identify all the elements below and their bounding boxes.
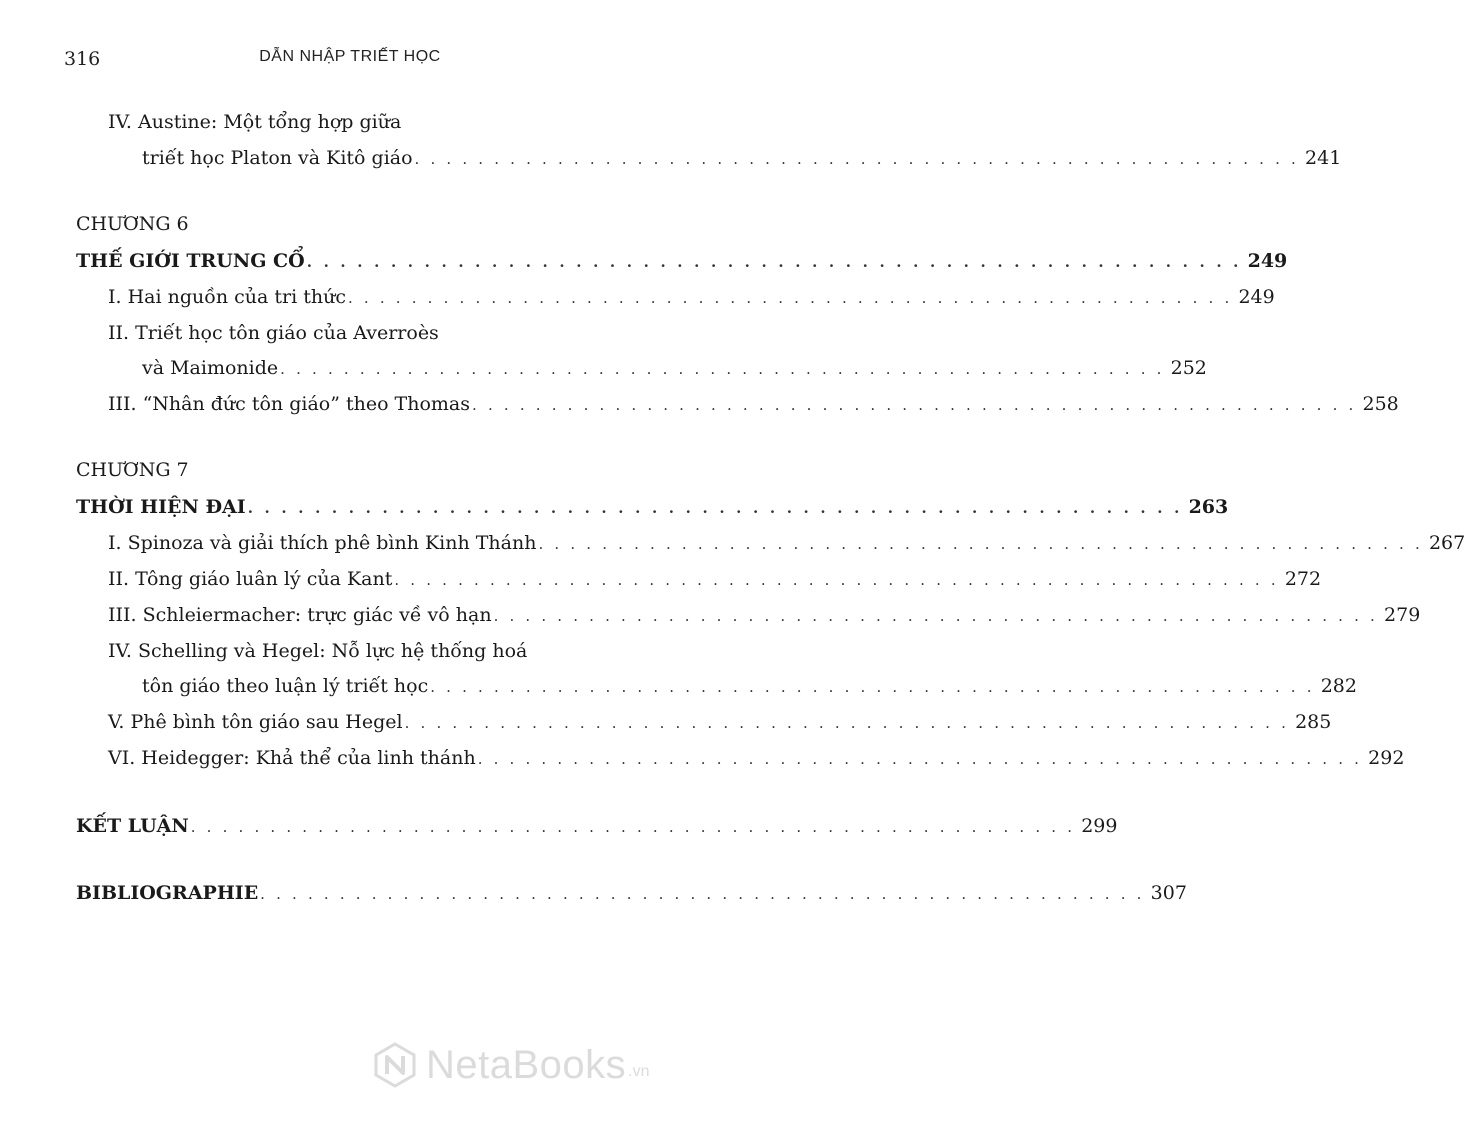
leader-dots: . . . . . . . . . . . . . . . . . . . . . . . . . . . . . . . . . . . . . . . . . . . . . . . . . . . . . . . . bbox=[430, 678, 1315, 696]
toc-entry-title: VI. Heidegger: Khả thể của linh thánh bbox=[108, 747, 476, 769]
toc-entry-ch6-ii bbox=[76, 354, 1207, 383]
toc-entry-ch7-ii bbox=[76, 565, 1322, 594]
leader-dots: . . . . . . . . . . . . . . . . . . . . . . . . . . . . . . . . . . . . . . . . . . . . . . . . . . . . . . . . bbox=[260, 885, 1145, 903]
toc-entry-bibliography bbox=[76, 879, 1187, 908]
leader-dots: . . . . . . . . . . . . . . . . . . . . . . . . . . . . . . . . . . . . . . . . . . . . . . . . . . . . . . . . bbox=[414, 150, 1300, 168]
leader-dots: . . . . . . . . . . . . . . . . . . . . . . . . . . . . . . . . . . . . . . . . . . . . . . . . . . . . . . . . bbox=[493, 607, 1379, 625]
toc-entry-ch7-iv bbox=[76, 672, 1357, 701]
toc-entry-title: V. Phê bình tôn giáo sau Hegel bbox=[108, 711, 403, 733]
chapter-6-title-entry bbox=[76, 247, 1288, 276]
toc-entry-ch7-v bbox=[76, 708, 1332, 737]
leader-dots: . . . . . . . . . . . . . . . . . . . . . . . . . . . . . . . . . . . . . . . . . . . . . . . . . . . . . . . . bbox=[477, 750, 1363, 768]
toc-page-number: 272 bbox=[1284, 568, 1322, 590]
chapter-title: THẾ GIỚI TRUNG CỔ bbox=[76, 250, 305, 272]
leader-dots: . . . . . . . . . . . . . . . . . . . . . . . . . . . . . . . . . . . . . . . . . . . . . . . . . . . . . . . . bbox=[538, 535, 1423, 553]
toc-entry-title: I. Spinoza và giải thích phê bình Kinh Thánh bbox=[108, 532, 537, 554]
chapter-7-title-entry bbox=[76, 493, 1229, 522]
toc-entry-ch7-iii bbox=[76, 601, 1421, 630]
toc-page-number: 292 bbox=[1368, 747, 1405, 769]
toc-entry-ch7-iv-line1 bbox=[76, 637, 638, 665]
running-head: DẪN NHẬP TRIẾT HỌC bbox=[259, 48, 441, 65]
netabooks-watermark bbox=[372, 1042, 650, 1088]
toc-entry-title: IV. Schelling và Hegel: Nỗ lực hệ thống hoá bbox=[108, 640, 528, 662]
toc-entry-ch6-iii bbox=[76, 390, 1399, 419]
leader-dots: . . . . . . . . . . . . . . . . . . . . . . . . . . . . . . . . . . . . . . . . . . . . . . . . . . . . . . . . bbox=[472, 396, 1357, 414]
toc-page-number: 258 bbox=[1362, 393, 1399, 415]
chapter-6-label: CHƯƠNG 6 bbox=[76, 213, 189, 235]
toc-entry-title: II. Triết học tôn giáo của Averroès bbox=[108, 322, 439, 344]
toc-page-number: 263 bbox=[1188, 496, 1229, 518]
chapter-title: THỜI HIỆN ĐẠI bbox=[76, 496, 246, 518]
toc-entry-austine-line1 bbox=[76, 108, 638, 136]
chapter-7-label: CHƯƠNG 7 bbox=[76, 459, 189, 481]
toc-entry-title: tôn giáo theo luận lý triết học bbox=[142, 675, 429, 697]
toc-page-number: 279 bbox=[1384, 604, 1421, 626]
toc-page-number: 249 bbox=[1238, 286, 1275, 308]
toc-page-number: 241 bbox=[1305, 147, 1342, 169]
toc-page-number: 307 bbox=[1150, 882, 1187, 904]
toc-entry-ch7-i bbox=[76, 529, 1465, 558]
toc-entry-title: I. Hai nguồn của tri thức bbox=[108, 286, 346, 308]
toc-page-number: 282 bbox=[1320, 675, 1357, 697]
page-number: 316 bbox=[64, 48, 101, 70]
leader-dots: . . . . . . . . . . . . . . . . . . . . . . . . . . . . . . . . . . . . . . . . . . . . . . . . . . . . . . . . bbox=[280, 360, 1165, 378]
toc-entry-ch6-i bbox=[76, 283, 1275, 312]
toc-page-number: 249 bbox=[1247, 250, 1288, 272]
toc-page-number: 299 bbox=[1081, 815, 1118, 837]
toc-entry-title: IV. Austine: Một tổng hợp giữa bbox=[108, 111, 402, 133]
leader-dots: . . . . . . . . . . . . . . . . . . . . . . . . . . . . . . . . . . . . . . . . . . . . . . . . . . . . . . . . bbox=[394, 571, 1279, 589]
watermark-tld: .vn bbox=[628, 1063, 650, 1080]
toc-entry-ch7-vi bbox=[76, 744, 1405, 773]
toc-page-number: 252 bbox=[1170, 357, 1207, 379]
n-logo-icon bbox=[372, 1042, 418, 1088]
toc-entry-conclusion bbox=[76, 812, 1118, 841]
toc-page-number: 267 bbox=[1428, 532, 1465, 554]
leader-dots: . . . . . . . . . . . . . . . . . . . . . . . . . . . . . . . . . . . . . . . . . . . . . . . . . . . . . . . . bbox=[347, 289, 1233, 307]
section-title: BIBLIOGRAPHIE bbox=[76, 882, 259, 904]
leader-dots: . . . . . . . . . . . . . . . . . . . . . . . . . . . . . . . . . . . . . . . . . . . . . . . . . . . . . . . . bbox=[404, 714, 1290, 732]
toc-entry-ch6-ii-line1 bbox=[76, 319, 638, 347]
toc-entry-title: triết học Platon và Kitô giáo bbox=[142, 147, 413, 169]
toc-entry-austine bbox=[76, 144, 1342, 173]
leader-dots: . . . . . . . . . . . . . . . . . . . . . . . . . . . . . . . . . . . . . . . . . . . . . . . . . . . . . . . . bbox=[247, 499, 1183, 517]
section-title: KẾT LUẬN bbox=[76, 815, 189, 837]
watermark-brand: NetaBooks bbox=[426, 1042, 627, 1087]
toc-page-number: 285 bbox=[1295, 711, 1332, 733]
toc-entry-title: và Maimonide bbox=[142, 357, 279, 379]
leader-dots: . . . . . . . . . . . . . . . . . . . . . . . . . . . . . . . . . . . . . . . . . . . . . . . . . . . . . . . . bbox=[306, 253, 1242, 271]
toc-entry-title: III. “Nhân đức tôn giáo” theo Thomas bbox=[108, 393, 471, 415]
toc-entry-title: III. Schleiermacher: trực giác về vô hạn bbox=[108, 604, 492, 626]
leader-dots: . . . . . . . . . . . . . . . . . . . . . . . . . . . . . . . . . . . . . . . . . . . . . . . . . . . . . . . . bbox=[190, 818, 1076, 836]
toc-entry-title: II. Tông giáo luân lý của Kant bbox=[108, 568, 393, 590]
